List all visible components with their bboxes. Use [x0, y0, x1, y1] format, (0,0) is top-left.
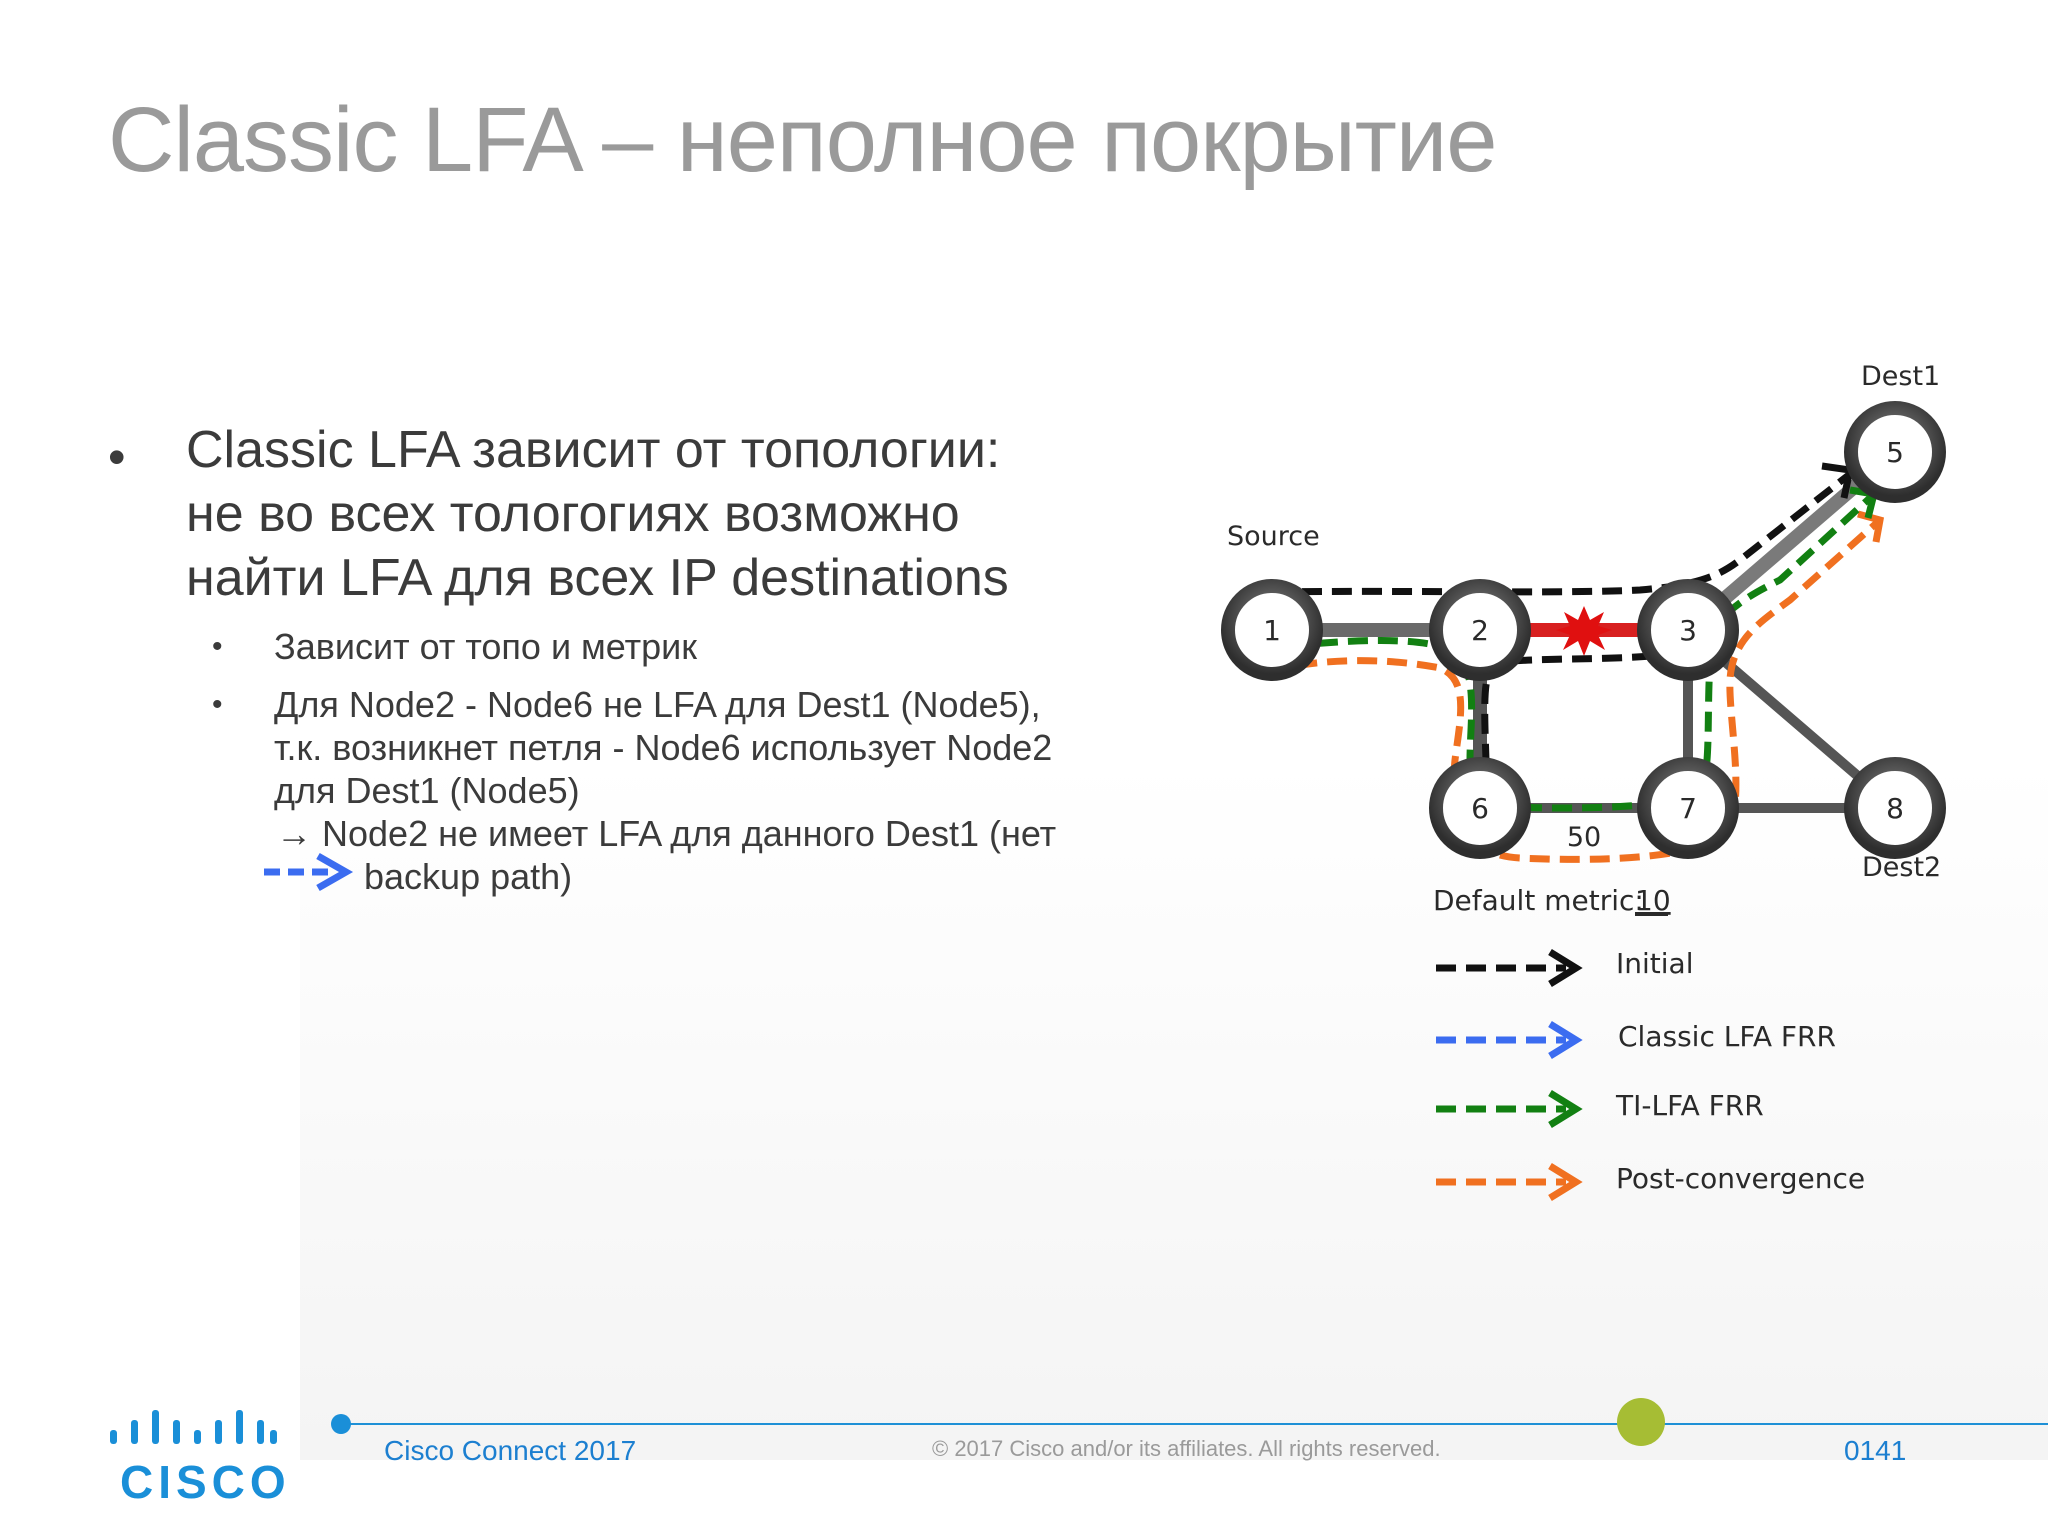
failure-icon: [1556, 606, 1612, 656]
node-label: 5: [1886, 436, 1904, 469]
footer-green-dot: [1617, 1398, 1665, 1446]
bullet-dot: •: [108, 429, 126, 485]
default-metric-value: 10: [1635, 884, 1671, 917]
footer-copyright: © 2017 Cisco and/or its affiliates. All rights reserved.: [932, 1436, 1441, 1461]
label-dest1: Dest1: [1861, 361, 1941, 392]
footer-line: [340, 1423, 2048, 1425]
node-7: [1644, 764, 1732, 852]
legend-label: Post-convergence: [1616, 1162, 1866, 1195]
node-label: 3: [1679, 614, 1697, 647]
footer-event: Cisco Connect 2017: [384, 1435, 637, 1466]
page-number: 0141: [1844, 1435, 1907, 1466]
cisco-logo-wordmark: CISCO: [120, 1456, 291, 1508]
node-2: [1436, 586, 1524, 674]
link-metric-label: 50: [1566, 822, 1602, 853]
sub-bullet-line: Для Node2 - Node6 не LFA для Dest1 (Node5),: [274, 684, 1041, 725]
label-dest2: Dest2: [1862, 852, 1942, 883]
node-6: [1436, 764, 1524, 852]
slide-title: Classic LFA – неполное покрытие: [108, 89, 1497, 191]
node-5: [1851, 408, 1939, 496]
legend-item-post-convergence: [1436, 1162, 1865, 1198]
node-label: 6: [1471, 792, 1489, 825]
legend-label: Classic LFA FRR: [1618, 1020, 1836, 1053]
node-3: [1644, 586, 1732, 674]
sub-bullet-line: backup path): [364, 856, 573, 897]
node-1: [1228, 586, 1316, 674]
legend-label: TI-LFA FRR: [1616, 1089, 1764, 1122]
legend-item-initial: [1436, 947, 1693, 984]
node-label: 2: [1471, 614, 1489, 647]
sub-bullet-1: Зависит от топо и метрик: [274, 626, 697, 667]
sub-bullet-line: → Node2 не имеет LFA для данного Dest1 (нет: [276, 813, 1057, 854]
footer-dot: [331, 1414, 351, 1434]
bullet-main-line: найти LFA для всех IP destinations: [186, 549, 1009, 607]
node-label: 7: [1679, 792, 1697, 825]
node-label: 1: [1263, 614, 1281, 647]
node-label: 8: [1886, 792, 1904, 825]
sub-bullet-line: для Dest1 (Node5): [274, 770, 580, 811]
legend-item-classic-lfa: [1436, 1020, 1836, 1056]
legend-label: Initial: [1616, 947, 1694, 980]
default-metric-label: Default metric:: [1433, 884, 1644, 917]
legend: [1436, 947, 1865, 1198]
bullet-main-line: не во всех тологогиях возможно: [186, 485, 960, 543]
cisco-logo-icon: [108, 1408, 280, 1458]
node-8: [1851, 764, 1939, 852]
label-source: Source: [1227, 521, 1320, 552]
sub-bullet-dot: •: [212, 688, 223, 721]
bullet-main-line: Classic LFA зависит от топологии:: [186, 421, 1001, 479]
sub-bullet-line: т.к. возникнет петля - Node6 использует Node2: [274, 727, 1053, 768]
sub-bullet-dot: •: [212, 630, 223, 663]
legend-item-ti-lfa: [1436, 1089, 1764, 1125]
